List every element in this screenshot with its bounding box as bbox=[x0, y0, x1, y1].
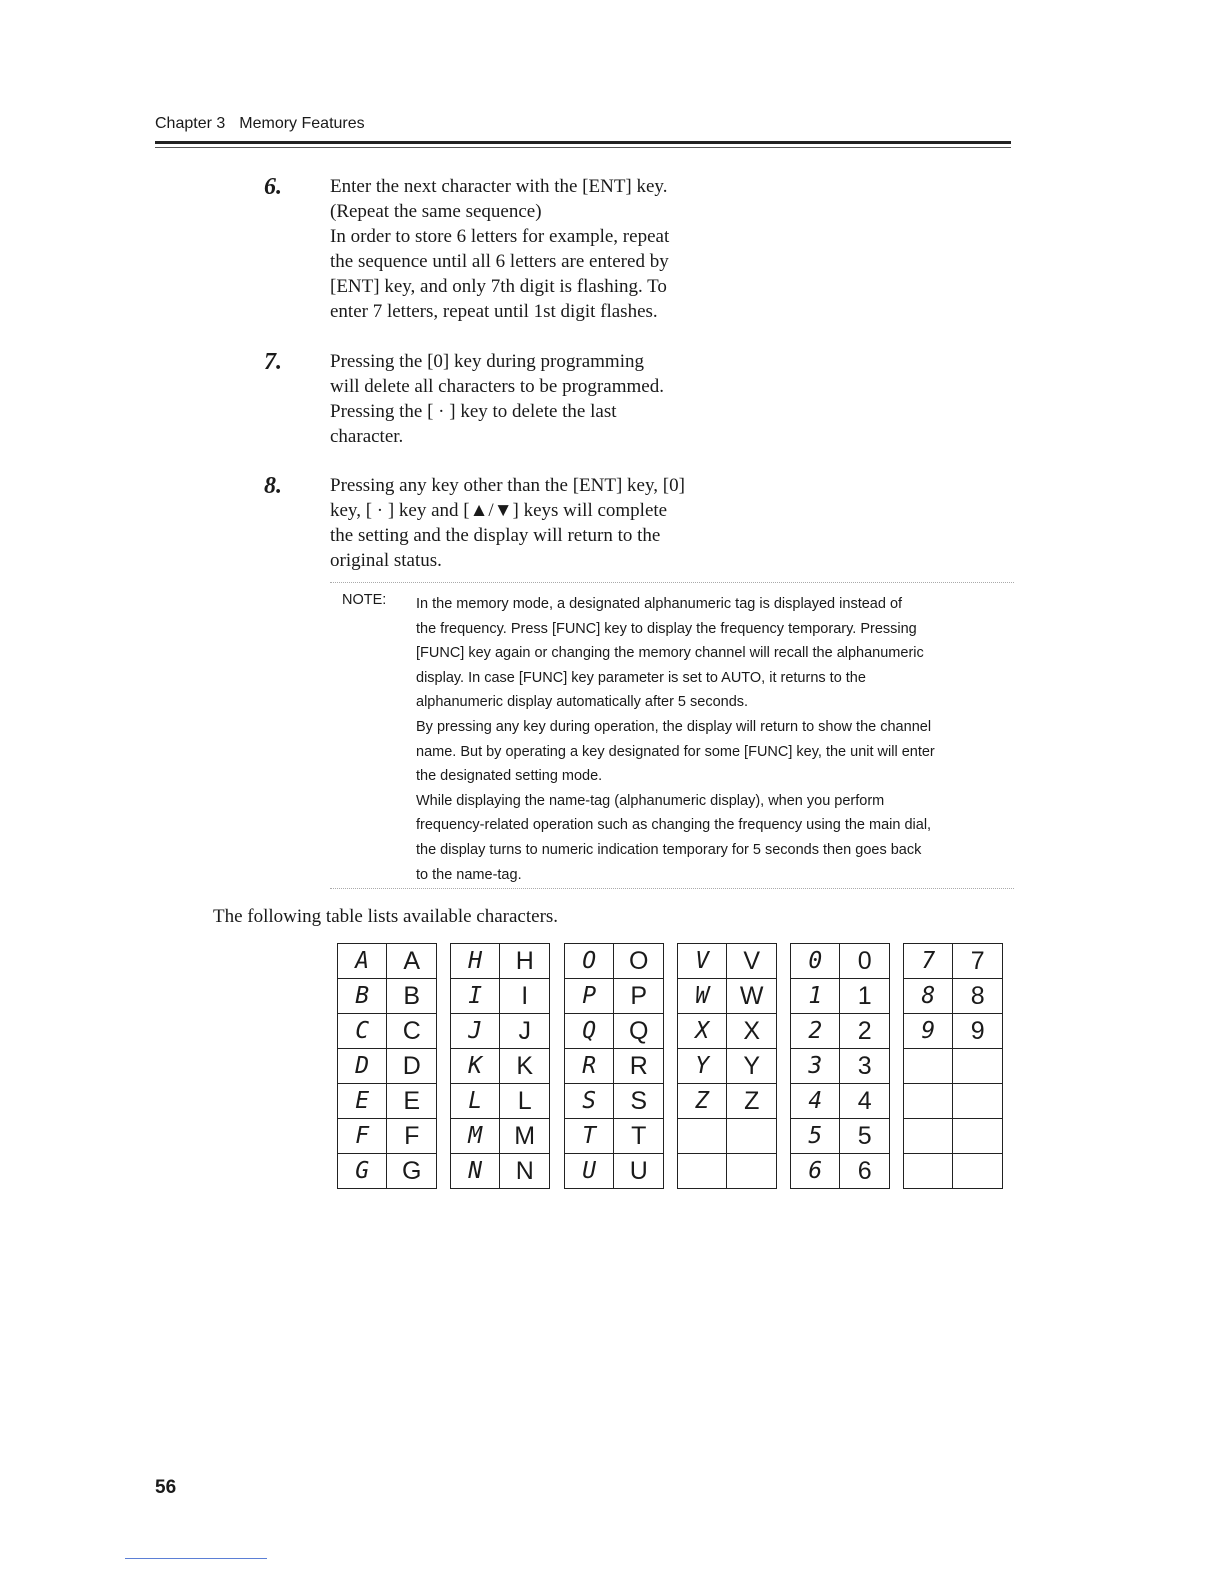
character: W bbox=[727, 979, 777, 1014]
table-intro: The following table lists available characters. bbox=[213, 906, 559, 927]
chapter-label: Chapter 3 bbox=[155, 115, 226, 132]
char-row bbox=[565, 944, 664, 979]
char-row bbox=[678, 1049, 777, 1084]
segment-glyph: T bbox=[565, 1119, 614, 1154]
segment-glyph: W bbox=[678, 979, 727, 1014]
running-header bbox=[155, 115, 365, 133]
character: 2 bbox=[840, 1014, 890, 1049]
note-line: In the memory mode, a designated alphanumeric tag is displayed instead of bbox=[416, 596, 903, 612]
note-line: alphanumeric display automatically after 5 seconds. bbox=[416, 694, 749, 711]
character: 7 bbox=[953, 944, 1003, 979]
char-row bbox=[451, 1084, 550, 1119]
char-row bbox=[791, 1084, 890, 1119]
step-line: (Repeat the same sequence) bbox=[330, 201, 542, 222]
character: 8 bbox=[953, 979, 1003, 1014]
note-top-border bbox=[330, 582, 1014, 583]
segment-glyph: U bbox=[565, 1154, 614, 1189]
char-row bbox=[904, 1119, 1003, 1154]
char-row bbox=[904, 979, 1003, 1014]
step-line: enter 7 letters, repeat until 1st digit flashes. bbox=[330, 301, 658, 322]
character: K bbox=[500, 1049, 550, 1084]
segment-glyph: 3 bbox=[791, 1049, 840, 1084]
step-line: Pressing the [0] key during programming bbox=[330, 351, 644, 372]
char-row bbox=[338, 979, 437, 1014]
char-row bbox=[904, 1049, 1003, 1084]
segment-glyph: G bbox=[338, 1154, 387, 1189]
segment-glyph bbox=[904, 1154, 953, 1189]
char-row bbox=[904, 1154, 1003, 1189]
segment-glyph: C bbox=[338, 1014, 387, 1049]
segment-glyph: 1 bbox=[791, 979, 840, 1014]
step-text bbox=[330, 174, 750, 324]
segment-glyph: F bbox=[338, 1119, 387, 1154]
step-line: original status. bbox=[330, 550, 442, 571]
char-table-a-g bbox=[337, 943, 437, 1189]
step-number: 6. bbox=[264, 174, 282, 200]
character: F bbox=[387, 1119, 437, 1154]
character: M bbox=[500, 1119, 550, 1154]
segment-glyph: Y bbox=[678, 1049, 727, 1084]
segment-glyph: K bbox=[451, 1049, 500, 1084]
char-row bbox=[338, 1154, 437, 1189]
segment-glyph: M bbox=[451, 1119, 500, 1154]
character bbox=[727, 1119, 777, 1154]
character: G bbox=[387, 1154, 437, 1189]
page-number: 56 bbox=[155, 1477, 177, 1498]
char-row bbox=[791, 1119, 890, 1154]
header-rule-thin bbox=[155, 147, 1011, 148]
char-row bbox=[791, 944, 890, 979]
char-row bbox=[451, 1014, 550, 1049]
character: D bbox=[387, 1049, 437, 1084]
step-line: In order to store 6 letters for example, repeat bbox=[330, 226, 670, 247]
char-row bbox=[451, 944, 550, 979]
character: J bbox=[500, 1014, 550, 1049]
segment-glyph: Z bbox=[678, 1084, 727, 1119]
note-text bbox=[416, 592, 1016, 887]
character: H bbox=[500, 944, 550, 979]
segment-glyph: P bbox=[565, 979, 614, 1014]
segment-glyph bbox=[904, 1084, 953, 1119]
character: 4 bbox=[840, 1084, 890, 1119]
character: U bbox=[614, 1154, 664, 1189]
segment-glyph: 0 bbox=[791, 944, 840, 979]
character: B bbox=[387, 979, 437, 1014]
char-table-0-6 bbox=[790, 943, 890, 1189]
character: P bbox=[614, 979, 664, 1014]
note-line: display. In case [FUNC] key parameter is set to AUTO, it returns to the bbox=[416, 669, 866, 686]
segment-glyph: 2 bbox=[791, 1014, 840, 1049]
char-row bbox=[791, 979, 890, 1014]
note-line: to the name-tag. bbox=[416, 866, 522, 883]
character: T bbox=[614, 1119, 664, 1154]
character: 1 bbox=[840, 979, 890, 1014]
step-line: character. bbox=[330, 426, 404, 447]
character: C bbox=[387, 1014, 437, 1049]
char-row bbox=[338, 1049, 437, 1084]
step-text bbox=[330, 473, 750, 573]
char-row bbox=[451, 1049, 550, 1084]
char-row bbox=[338, 1119, 437, 1154]
character: R bbox=[614, 1049, 664, 1084]
note-line: By pressing any key during operation, the display will return to show the channel bbox=[416, 718, 932, 735]
char-table-o-u bbox=[564, 943, 664, 1189]
character bbox=[953, 1119, 1003, 1154]
step-number: 8. bbox=[264, 473, 282, 499]
char-row bbox=[678, 1084, 777, 1119]
segment-glyph: N bbox=[451, 1154, 500, 1189]
character: 3 bbox=[840, 1049, 890, 1084]
segment-glyph: H bbox=[451, 944, 500, 979]
note-label: NOTE: bbox=[342, 592, 387, 608]
segment-glyph bbox=[904, 1119, 953, 1154]
character bbox=[953, 1049, 1003, 1084]
section-title: Memory Features bbox=[239, 115, 365, 132]
step-line: Pressing any key other than the [ENT] key, [0] bbox=[330, 475, 685, 496]
char-row bbox=[565, 1084, 664, 1119]
char-row bbox=[791, 1154, 890, 1189]
char-row bbox=[904, 1084, 1003, 1119]
character: Z bbox=[727, 1084, 777, 1119]
segment-glyph: D bbox=[338, 1049, 387, 1084]
step-line: Pressing the [ · ] key to delete the last bbox=[330, 401, 617, 422]
segment-glyph: R bbox=[565, 1049, 614, 1084]
char-row bbox=[451, 1119, 550, 1154]
char-row bbox=[338, 1084, 437, 1119]
char-table-h-n bbox=[450, 943, 550, 1189]
segment-glyph: L bbox=[451, 1084, 500, 1119]
character: 5 bbox=[840, 1119, 890, 1154]
character: N bbox=[500, 1154, 550, 1189]
segment-glyph: 7 bbox=[904, 944, 953, 979]
char-table-7-9 bbox=[903, 943, 1003, 1189]
segment-glyph: S bbox=[565, 1084, 614, 1119]
character: L bbox=[500, 1084, 550, 1119]
character: E bbox=[387, 1084, 437, 1119]
character bbox=[727, 1154, 777, 1189]
character: Y bbox=[727, 1049, 777, 1084]
segment-glyph: X bbox=[678, 1014, 727, 1049]
step-text bbox=[330, 349, 750, 449]
char-row bbox=[451, 1154, 550, 1189]
char-row bbox=[565, 1049, 664, 1084]
char-row bbox=[565, 979, 664, 1014]
segment-glyph: I bbox=[451, 979, 500, 1014]
char-row bbox=[678, 944, 777, 979]
char-row bbox=[904, 1014, 1003, 1049]
char-row bbox=[678, 1119, 777, 1154]
footer-rule bbox=[125, 1558, 267, 1559]
char-row bbox=[904, 944, 1003, 979]
step-line: [ENT] key, and only 7th digit is flashing. To bbox=[330, 276, 667, 297]
character: 0 bbox=[840, 944, 890, 979]
char-row bbox=[338, 944, 437, 979]
header-rule bbox=[155, 141, 1011, 144]
step-line: key, [ · ] key and [▲/▼] keys will complete bbox=[330, 500, 668, 521]
character: X bbox=[727, 1014, 777, 1049]
note-line: frequency-related operation such as changing the frequency using the main dial, bbox=[416, 817, 932, 834]
segment-glyph: A bbox=[338, 944, 387, 979]
character: Q bbox=[614, 1014, 664, 1049]
segment-glyph: 4 bbox=[791, 1084, 840, 1119]
segment-glyph: 9 bbox=[904, 1014, 953, 1049]
segment-glyph: V bbox=[678, 944, 727, 979]
character bbox=[953, 1084, 1003, 1119]
note-line: the designated setting mode. bbox=[416, 768, 603, 785]
char-row bbox=[338, 1014, 437, 1049]
segment-glyph: 6 bbox=[791, 1154, 840, 1189]
note-line: [FUNC] key again or changing the memory channel will recall the alphanumeric bbox=[416, 645, 924, 662]
char-row bbox=[678, 1014, 777, 1049]
segment-glyph: O bbox=[565, 944, 614, 979]
note-bottom-border bbox=[330, 888, 1014, 889]
segment-glyph bbox=[904, 1049, 953, 1084]
note-line: name. But by operating a key designated for some [FUNC] key, the unit will enter bbox=[416, 743, 935, 760]
segment-glyph: E bbox=[338, 1084, 387, 1119]
character: I bbox=[500, 979, 550, 1014]
segment-glyph: Q bbox=[565, 1014, 614, 1049]
character bbox=[953, 1154, 1003, 1189]
char-row bbox=[565, 1154, 664, 1189]
char-row bbox=[791, 1049, 890, 1084]
character: A bbox=[387, 944, 437, 979]
character: O bbox=[614, 944, 664, 979]
note-line: While displaying the name-tag (alphanumeric display), when you perform bbox=[416, 792, 885, 809]
segment-glyph bbox=[678, 1119, 727, 1154]
segment-glyph: 5 bbox=[791, 1119, 840, 1154]
step-line: the setting and the display will return to the bbox=[330, 525, 661, 546]
character: V bbox=[727, 944, 777, 979]
segment-glyph bbox=[678, 1154, 727, 1189]
step-line: Enter the next character with the [ENT] key. bbox=[330, 176, 668, 197]
step-line: will delete all characters to be programmed. bbox=[330, 376, 664, 397]
segment-glyph: 8 bbox=[904, 979, 953, 1014]
char-row bbox=[678, 1154, 777, 1189]
char-table-v-z bbox=[677, 943, 777, 1189]
note-line: the frequency. Press [FUNC] key to display the frequency temporary. Pressing bbox=[416, 620, 917, 637]
segment-glyph: B bbox=[338, 979, 387, 1014]
segment-glyph: J bbox=[451, 1014, 500, 1049]
char-row bbox=[451, 979, 550, 1014]
character: 6 bbox=[840, 1154, 890, 1189]
character: S bbox=[614, 1084, 664, 1119]
character: 9 bbox=[953, 1014, 1003, 1049]
char-row bbox=[791, 1014, 890, 1049]
note-line: the display turns to numeric indication temporary for 5 seconds then goes back bbox=[416, 841, 922, 858]
step-line: the sequence until all 6 letters are entered by bbox=[330, 251, 669, 272]
char-row bbox=[678, 979, 777, 1014]
step-number: 7. bbox=[264, 349, 282, 375]
char-row bbox=[565, 1119, 664, 1154]
char-row bbox=[565, 1014, 664, 1049]
